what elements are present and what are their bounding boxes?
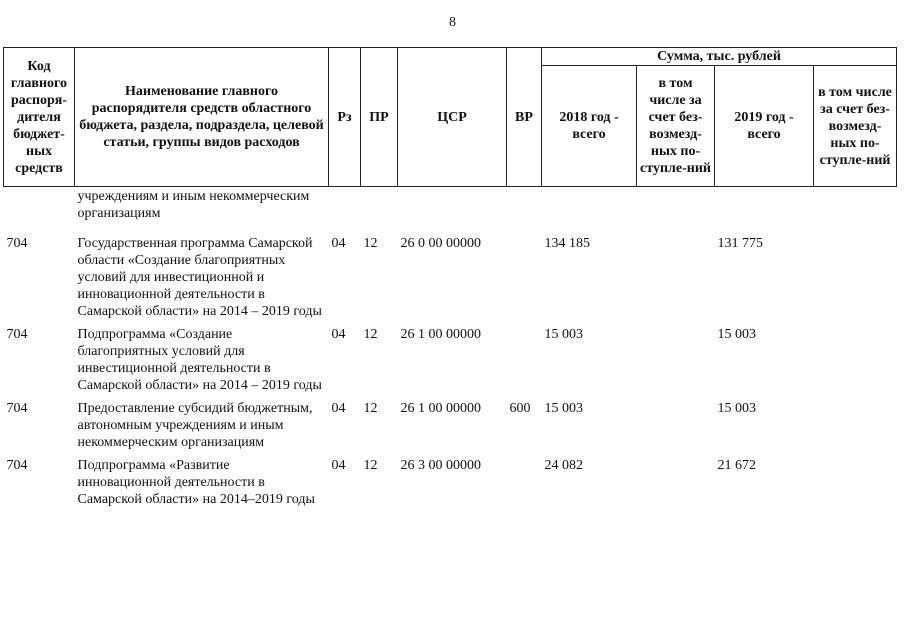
cell-2019-gratuitous	[814, 226, 897, 326]
cell-2018-total: 15 003	[544, 401, 583, 416]
table-row	[4, 226, 897, 326]
table-row	[4, 326, 897, 400]
cell-name: Подпрограмма «Развитие инновационной деятельности в Самарской области» на 2014–2019 годы	[77, 458, 315, 507]
cell-rz: 04	[331, 327, 346, 342]
cell-code: 704	[6, 327, 28, 342]
header-rz: Рз	[329, 48, 361, 187]
table-row	[4, 457, 897, 514]
cell-2019-total: 21 672	[717, 458, 756, 473]
cell-rz: 04	[331, 401, 346, 416]
header-name: Наименование главного распорядителя средств областного бюджета, раздела, подраздела, целевой статьи, группы видов расходов	[75, 48, 329, 187]
header-pr: ПР	[361, 48, 398, 187]
table-header	[4, 48, 897, 187]
header-code: Код главного распоря-дителя бюджет-ных средств	[4, 48, 75, 187]
cell-csr: 26 0 00 00000	[400, 236, 481, 251]
cell-2018-total: 15 003	[544, 327, 583, 342]
header-2019-total: 2019 год - всего	[715, 66, 814, 187]
header-2018-gratuitous: в том числе за счет без-возмезд-ных по-ступле-ний	[637, 66, 715, 187]
cell-vr	[507, 457, 542, 514]
cell-2019-total: 131 775	[717, 236, 763, 251]
cell-name: Подпрограмма «Создание благоприятных условий для инвестиционной деятельности в Самарской области» на 2014 – 2019 годы	[77, 327, 322, 393]
header-vr: ВР	[507, 48, 542, 187]
cell-2018-gratuitous	[637, 226, 715, 326]
cell-vr	[507, 226, 542, 326]
header-2018-total: 2018 год - всего	[542, 66, 637, 187]
cell-rz: 04	[331, 236, 346, 251]
cell-rz: 04	[331, 458, 346, 473]
cell-csr: 26 1 00 00000	[400, 327, 481, 342]
continuation-text: учреждениям и иным некоммерческим организациям	[77, 189, 310, 221]
cell-2018-gratuitous	[637, 457, 715, 514]
cell-2019-gratuitous	[814, 457, 897, 514]
header-sum-group: Сумма, тыс. рублей	[542, 48, 897, 66]
cell-vr: 600	[509, 401, 531, 416]
cell-vr	[507, 326, 542, 400]
cell-2018-total: 134 185	[544, 236, 590, 251]
cell-2018-total: 24 082	[544, 458, 583, 473]
cell-csr: 26 3 00 00000	[400, 458, 481, 473]
continuation-row	[4, 187, 897, 227]
table-row	[4, 400, 897, 457]
header-csr: ЦСР	[398, 48, 507, 187]
cell-pr: 12	[363, 458, 378, 473]
cell-pr: 12	[363, 327, 378, 342]
cell-pr: 12	[363, 401, 378, 416]
cell-csr: 26 1 00 00000	[400, 401, 481, 416]
cell-2019-total: 15 003	[717, 401, 756, 416]
budget-table	[3, 47, 897, 514]
cell-code: 704	[6, 458, 28, 473]
cell-name: Государственная программа Самарской области «Создание благоприятных условий для инвестиционной и инновационной деятельности в Самарской области» на 2014 – 2019 годы	[77, 236, 322, 319]
cell-pr: 12	[363, 236, 378, 251]
cell-code: 704	[6, 236, 28, 251]
cell-2018-gratuitous	[637, 400, 715, 457]
cell-code: 704	[6, 401, 28, 416]
cell-2019-total: 15 003	[717, 327, 756, 342]
table-body	[4, 187, 897, 515]
header-2019-gratuitous: в том числе за счет без-возмезд-ных по-ступле-ний	[814, 66, 897, 187]
page-number: 8	[449, 15, 456, 30]
cell-2018-gratuitous	[637, 326, 715, 400]
cell-2019-gratuitous	[814, 326, 897, 400]
cell-2019-gratuitous	[814, 400, 897, 457]
cell-name: Предоставление субсидий бюджетным, автономным учреждениям и иным некоммерческим организациям	[77, 401, 313, 450]
